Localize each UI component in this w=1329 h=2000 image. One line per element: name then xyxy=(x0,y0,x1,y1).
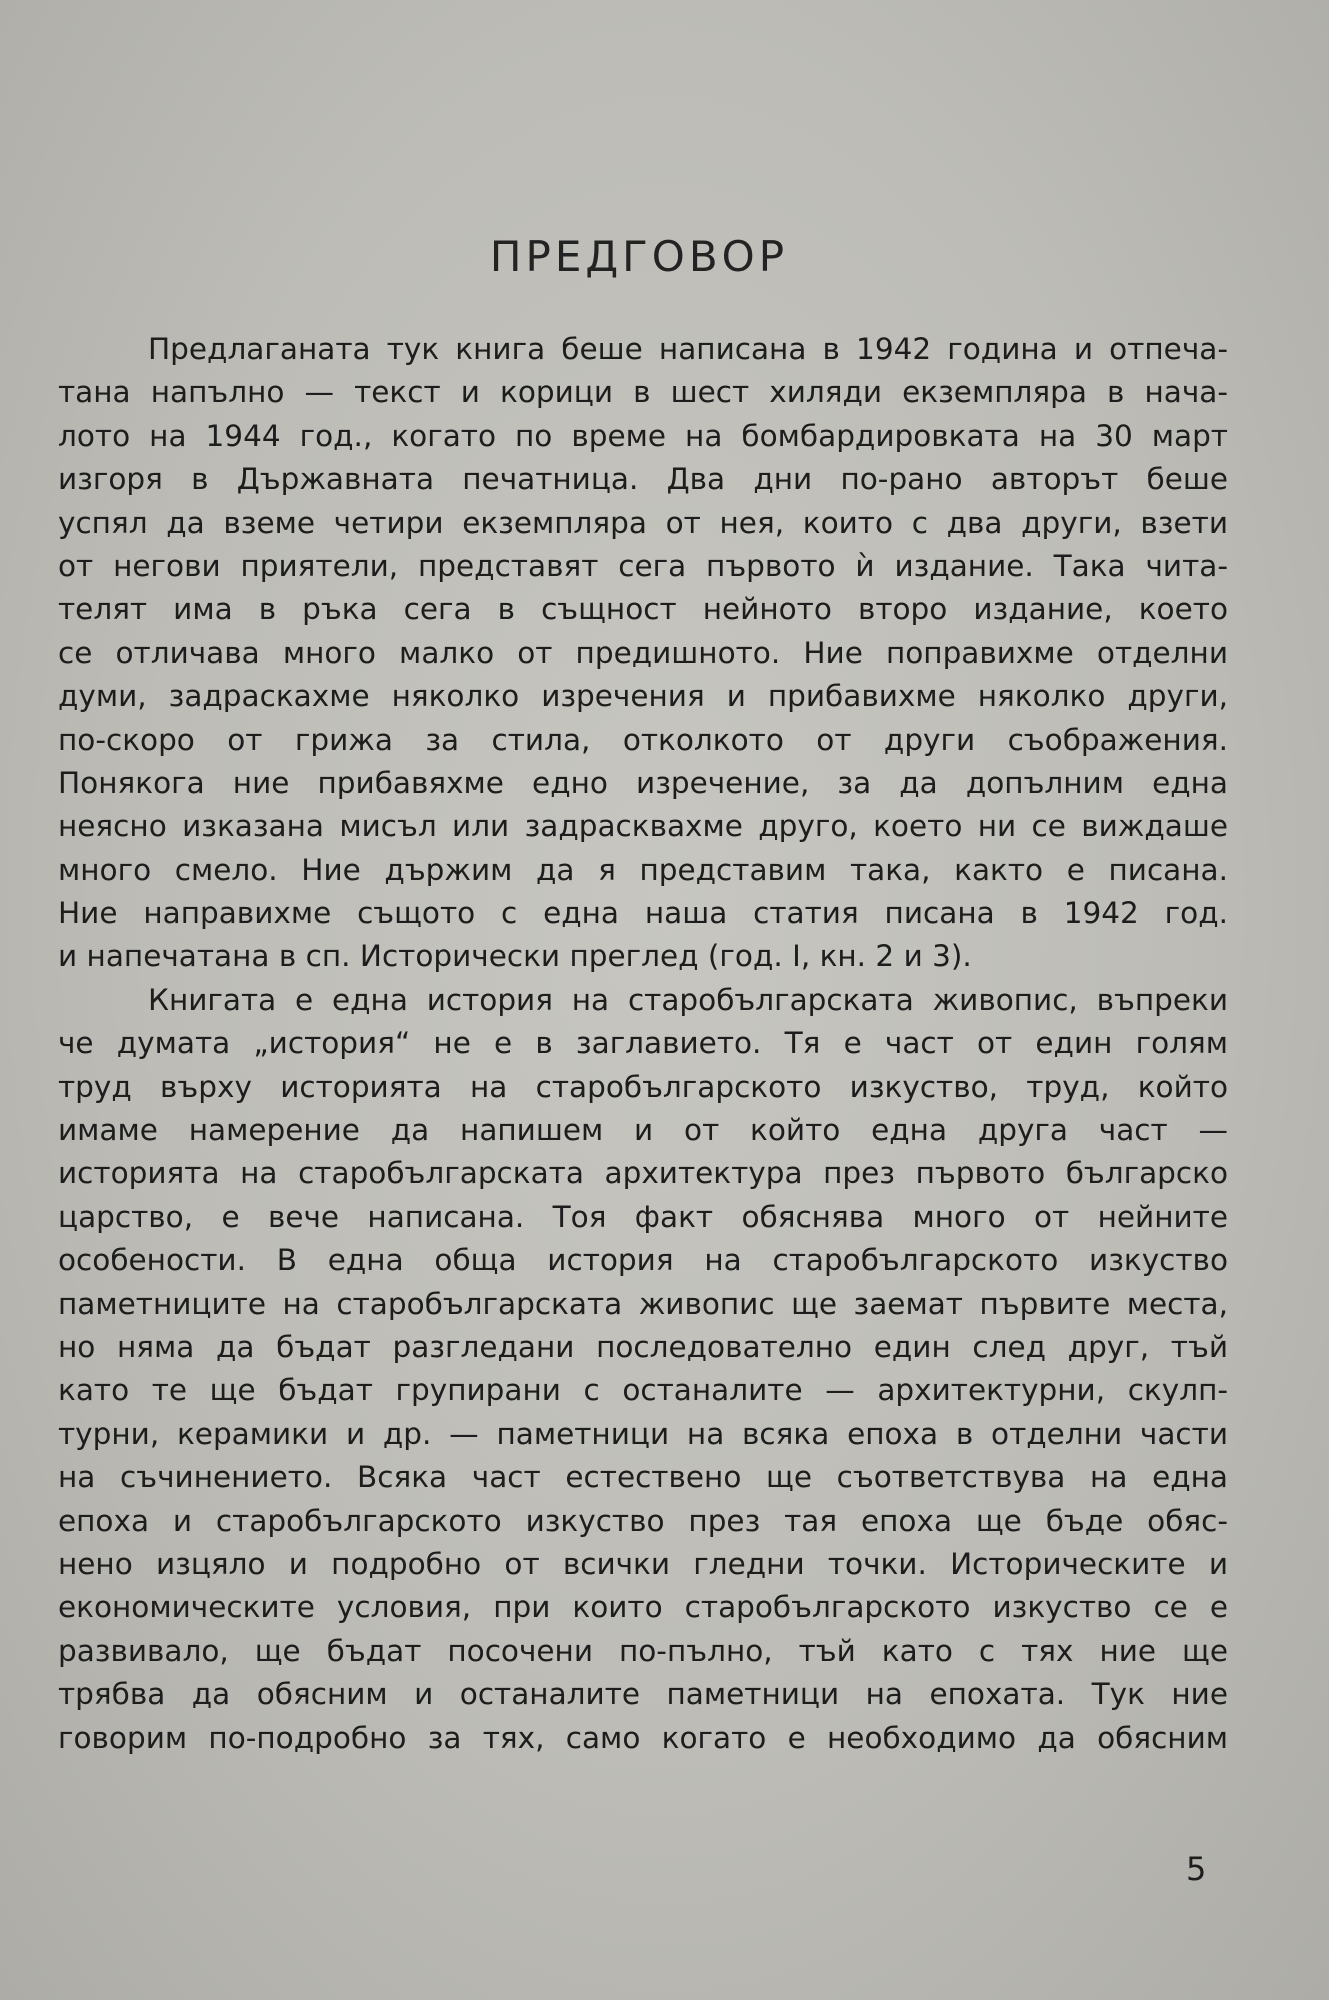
text-line: имаме намерение да напишем и от който една друга част — xyxy=(58,1113,1228,1148)
text-line: телят има в ръка сега в същност нейното второ издание, което xyxy=(58,592,1228,627)
text-line: економическите условия, при които старобългарското изкуство се е xyxy=(58,1590,1228,1625)
text-line: думи, задраскахме няколко изречения и прибавихме няколко други, xyxy=(58,679,1228,714)
text-line: много смело. Ние държим да я представим така, както е писана. xyxy=(58,852,1228,887)
text-line: че думата „история“ не е в заглавието. Тя е част от един голям xyxy=(58,1026,1228,1061)
text-line: нено изцяло и подробно от всички гледни точки. Историческите и xyxy=(58,1546,1228,1581)
text-line: говорим по-подробно за тях, само когато е необходимо да обясним xyxy=(58,1720,1228,1755)
text-line: трябва да обясним и останалите паметници на епохата. Тук ние xyxy=(58,1677,1228,1712)
text-line: по-скоро от грижа за стила, отколкото от други съображения. xyxy=(58,722,1228,757)
text-line: Понякога ние прибавяхме едно изречение, за да допълним една xyxy=(58,765,1228,800)
text-line: Книгата е една история на старобългарската живопис, въпреки xyxy=(148,982,1228,1017)
text-line: изгоря в Държавната печатница. Два дни по-рано авторът беше xyxy=(58,462,1228,497)
page-number: 5 xyxy=(1186,1850,1207,1888)
text-line: развивало, ще бъдат посочени по-пълно, тъй като с тях ние ще xyxy=(58,1633,1228,1668)
text-line: турни, керамики и др. — паметници на всяка епоха в отделни части xyxy=(58,1416,1228,1451)
text-line: Ние направихме същото с една наша статия писана в 1942 год. xyxy=(58,896,1228,931)
text-line: тана напълно — текст и корици в шест хиляди екземпляра в нача- xyxy=(58,375,1228,410)
text-line: особености. В една обща история на старобългарското изкуство xyxy=(58,1243,1228,1278)
text-line: епоха и старобългарското изкуство през тая епоха ще бъде обяс- xyxy=(58,1503,1228,1538)
text-line: и напечатана в сп. Исторически преглед (год. I, кн. 2 и 3). xyxy=(58,939,972,974)
text-line: труд върху историята на старобългарското изкуство, труд, който xyxy=(58,1069,1228,1104)
body-text xyxy=(58,328,1228,1760)
text-line: се отличава много малко от предишното. Ние поправихме отделни xyxy=(58,635,1228,670)
text-line: на съчинението. Всяка част естествено ще съответствува на една xyxy=(58,1460,1228,1495)
text-line: лото на 1944 год., когато по време на бомбардировката на 30 март xyxy=(58,418,1228,453)
page-title: ПРЕДГОВОР xyxy=(489,232,789,281)
text-line: успял да вземе четири екземпляра от нея, които с два други, взети xyxy=(58,505,1228,540)
text-line: от негови приятели, представят сега първото ѝ издание. Така чита- xyxy=(58,548,1228,583)
text-line: паметниците на старобългарската живопис ще заемат първите места, xyxy=(58,1286,1228,1321)
text-line: но няма да бъдат разгледани последователно един след друг, тъй xyxy=(58,1329,1228,1364)
text-line: като те ще бъдат групирани с останалите — архитектурни, скулп- xyxy=(58,1373,1228,1408)
text-line: неясно изказана мисъл или задрасквахме друго, което ни се виждаше xyxy=(58,809,1228,844)
text-line: царство, е вече написана. Тоя факт обяснява много от нейните xyxy=(58,1199,1228,1234)
text-line: историята на старобългарската архитектура през първото българско xyxy=(58,1156,1228,1191)
text-line: Предлаганата тук книга беше написана в 1942 година и отпеча- xyxy=(148,332,1228,366)
